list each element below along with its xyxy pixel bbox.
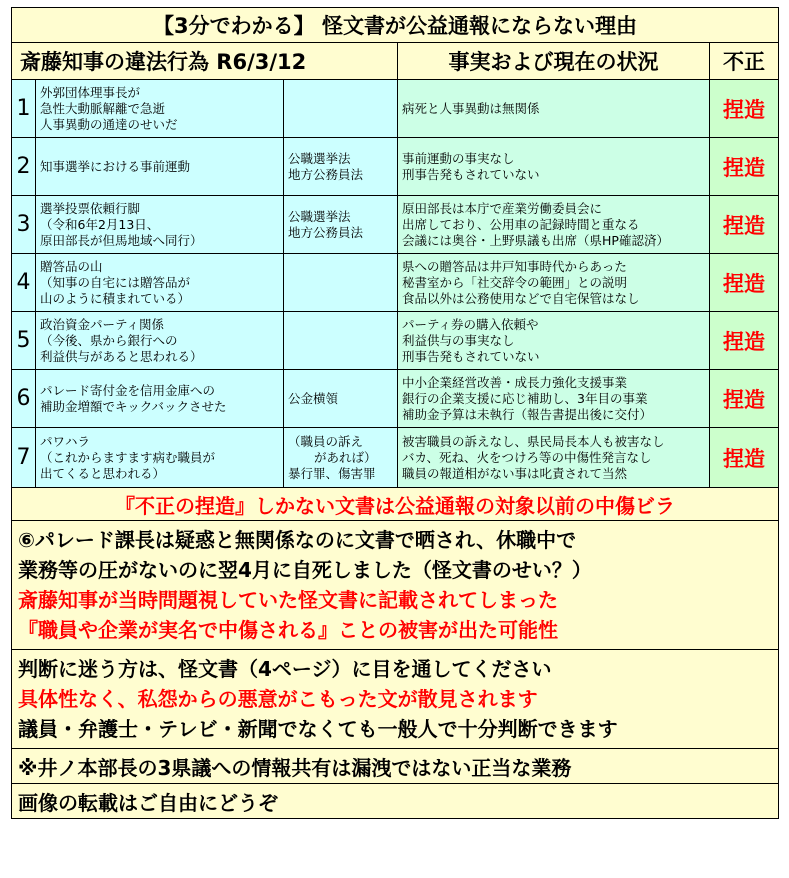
- verdict-cell: 捏造: [710, 196, 779, 254]
- table-row: [12, 370, 779, 428]
- allegation-line: パレード寄付金を信用金庫への: [40, 382, 216, 398]
- note-line: 議員・弁護士・テレビ・新聞でなくても一般人で十分判断できます: [18, 717, 618, 741]
- row-number: 5: [12, 312, 36, 370]
- facts-line: 事前運動の事実なし: [402, 150, 515, 166]
- table-row: [12, 196, 779, 254]
- facts-line: 秘書室から「社交辞令の範囲」との説明: [402, 274, 628, 290]
- facts-cell: [398, 312, 710, 370]
- facts-cell: [398, 80, 710, 138]
- allegation-line: 原田部長が但馬地域へ同行）: [40, 232, 203, 248]
- allegation-line: 人事異動の通達のせいだ: [40, 116, 178, 132]
- facts-line: パーティ券の購入依頼や: [402, 316, 539, 332]
- facts-line: 被害職員の訴えなし、県民局長本人も被害なし: [402, 433, 665, 449]
- note-line: ⑥パレード課長は疑惑と無関係なのに文書で晒され、休職中で: [18, 528, 577, 552]
- law-cell: [284, 196, 398, 254]
- facts-line: 銀行の企業支援に応じ補助し、3年目の事業: [402, 390, 648, 406]
- facts-line: 中小企業経営改善・成長力強化支援事業: [402, 374, 628, 390]
- law-cell: [284, 428, 398, 488]
- allegation-line: 政治資金パーティ関係: [40, 316, 165, 332]
- verdict-cell: 捏造: [710, 80, 779, 138]
- facts-cell: [398, 138, 710, 196]
- note-judgment-section: [12, 650, 779, 749]
- table-row: [12, 428, 779, 488]
- law-line: 公職選挙法: [288, 150, 351, 166]
- facts-line: 出席しており、公用車の記録時間と重なる: [402, 216, 640, 232]
- row-number: 6: [12, 370, 36, 428]
- note-line-red: 具体性なく、私怨からの悪意がこもった文が散見されます: [18, 687, 538, 711]
- allegation-cell: [36, 312, 284, 370]
- verdict-cell: 捏造: [710, 138, 779, 196]
- allegation-line: 外郭団体理事長が: [40, 84, 141, 100]
- header-act: 斎藤知事の違法行為 R6/3/12: [12, 43, 398, 80]
- allegation-line: 補助金増額でキックバックさせた: [40, 398, 227, 414]
- allegation-cell: [36, 196, 284, 254]
- law-line: 公金横領: [288, 390, 339, 406]
- header-facts: 事実および現在の状況: [398, 43, 710, 80]
- facts-line: 刑事告発もされていない: [402, 166, 540, 182]
- facts-line: 刑事告発もされていない: [402, 348, 540, 364]
- allegation-cell: [36, 428, 284, 488]
- law-line: 公職選挙法: [288, 208, 351, 224]
- note-line: 業務等の圧がないのに翌4月に自死しました（怪文書のせい？）: [18, 558, 592, 582]
- facts-cell: [398, 370, 710, 428]
- allegation-line: （これからますます病む職員が: [40, 449, 216, 465]
- page-title: 【3分でわかる】 怪文書が公益通報にならない理由: [12, 8, 779, 43]
- verdict-cell: 捏造: [710, 312, 779, 370]
- row-number: 7: [12, 428, 36, 488]
- verdict-cell: 捏造: [710, 254, 779, 312]
- note-parade-section: [12, 521, 779, 650]
- document-sheet: [11, 7, 778, 819]
- note-line: 判断に迷う方は、怪文書（4ページ）に目を通してください: [18, 657, 552, 681]
- facts-line: 県への贈答品は井戸知事時代からあった: [402, 258, 627, 274]
- allegation-line: 選挙投票依頼行脚: [40, 200, 141, 216]
- table-row: [12, 254, 779, 312]
- facts-line: 食品以外は公務使用などで自宅保管はなし: [402, 290, 640, 306]
- facts-cell: [398, 428, 710, 488]
- allegation-line: 急性大動脈解離で急逝: [40, 100, 166, 116]
- note-info-sharing: ※井ノ本部長の3県議への情報共有は漏洩ではない正当な業務: [12, 749, 779, 784]
- conclusion-banner: 『不正の捏造』しかない文書は公益通報の対象以前の中傷ビラ: [12, 488, 779, 521]
- allegation-line: 利益供与があると思われる）: [40, 348, 203, 364]
- row-number: 4: [12, 254, 36, 312]
- verdict-cell: 捏造: [710, 428, 779, 488]
- facts-line: 補助金予算は未執行（報告書提出後に交付）: [402, 406, 653, 422]
- law-cell: [284, 80, 398, 138]
- row-number: 1: [12, 80, 36, 138]
- law-cell: [284, 312, 398, 370]
- allegation-line: パワハラ: [40, 433, 91, 449]
- law-line: 地方公務員法: [288, 166, 364, 182]
- facts-line: 職員の報道相がない事は叱責されて当然: [402, 465, 628, 481]
- table-row: [12, 80, 779, 138]
- law-line: 地方公務員法: [288, 224, 364, 240]
- allegation-line: 贈答品の山: [40, 258, 103, 274]
- allegation-cell: [36, 370, 284, 428]
- header-verdict: 不正: [710, 43, 779, 80]
- law-line: があれば）: [314, 449, 377, 465]
- facts-line: 病死と人事異動は無関係: [402, 100, 540, 116]
- allegation-line: 出てくると思われる）: [40, 465, 166, 481]
- facts-line: 会議には奥谷・上野県議も出席（県HP確認済）: [402, 232, 669, 248]
- row-number: 3: [12, 196, 36, 254]
- facts-cell: [398, 196, 710, 254]
- facts-cell: [398, 254, 710, 312]
- allegation-cell: [36, 138, 284, 196]
- facts-line: 原田部長は本庁で産業労働委員会に: [402, 200, 603, 216]
- note-line-red: 斎藤知事が当時問題視していた怪文書に記載されてしまった: [18, 588, 558, 612]
- row-number: 2: [12, 138, 36, 196]
- law-line: 暴行罪、傷害罪: [288, 465, 376, 481]
- allegation-cell: [36, 80, 284, 138]
- table-row: [12, 138, 779, 196]
- law-cell: [284, 370, 398, 428]
- facts-line: 利益供与の事実なし: [402, 332, 515, 348]
- summary-table: [11, 7, 779, 819]
- verdict-cell: 捏造: [710, 370, 779, 428]
- allegation-line: （今後、県から銀行への: [40, 332, 178, 348]
- allegation-line: 山のように積まれている）: [40, 290, 191, 306]
- law-line: （職員の訴え: [288, 433, 364, 449]
- facts-line: バカ、死ね、火をつけろ等の中傷性発言なし: [402, 449, 652, 465]
- law-cell: [284, 254, 398, 312]
- allegation-line: （令和6年2月13日、: [40, 216, 160, 232]
- allegation-line: 知事選挙における事前運動: [40, 158, 191, 174]
- allegation-cell: [36, 254, 284, 312]
- allegation-line: （知事の自宅には贈答品が: [40, 274, 191, 290]
- note-line-red: 『職員や企業が実名で中傷される』ことの被害が出た可能性: [18, 618, 558, 642]
- table-row: [12, 312, 779, 370]
- note-reprint: 画像の転載はご自由にどうぞ: [12, 784, 779, 819]
- law-cell: [284, 138, 398, 196]
